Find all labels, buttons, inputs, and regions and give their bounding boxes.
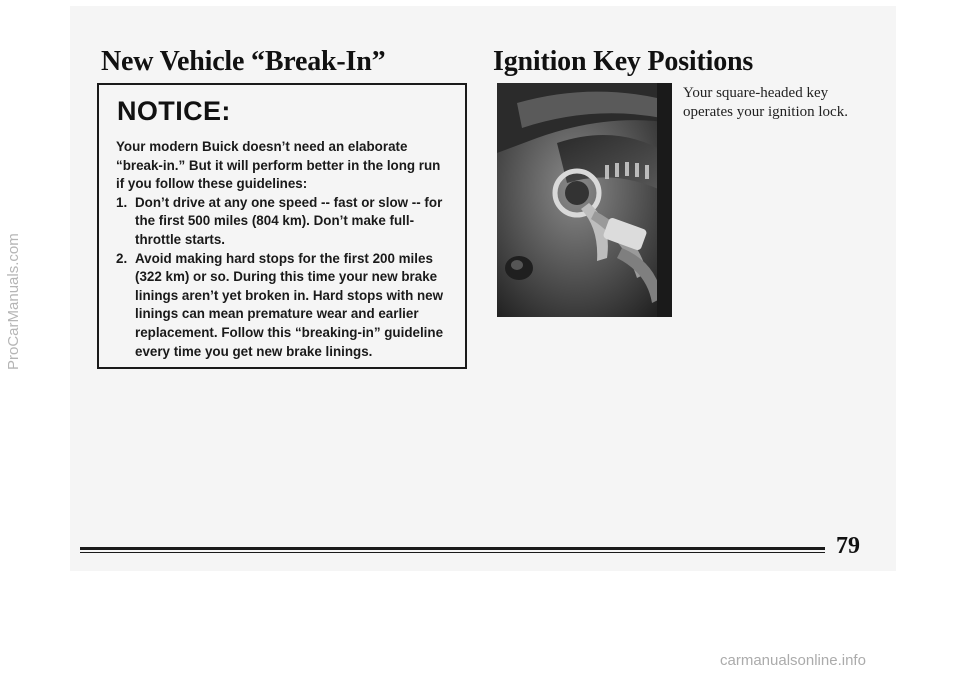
ignition-lock-photo: [497, 83, 672, 317]
guideline-number: 1.: [116, 194, 128, 210]
break-in-heading: New Vehicle “Break-In”: [101, 46, 386, 77]
notice-title: NOTICE:: [117, 96, 231, 126]
caption-line: Your square-headed key: [683, 85, 829, 101]
ignition-key-heading: Ignition Key Positions: [493, 46, 754, 77]
side-watermark: ProCarManuals.com: [5, 233, 22, 370]
guideline-text: Don’t drive at any one speed -- fast or slow -- for the first 500 miles (804 km). Don’t make full-throttle starts.: [135, 194, 443, 247]
ignition-caption: [683, 84, 883, 122]
guideline-item: [116, 250, 447, 362]
notice-intro: Your modern Buick doesn’t need an elaborate “break-in.” But it will perform better in the long run if you follow these guidelines:: [116, 139, 441, 192]
footer-rule: [80, 547, 825, 550]
guideline-number: 2.: [116, 250, 128, 266]
footer-rule-thin: [80, 552, 825, 553]
page-number: 79: [836, 533, 860, 559]
notice-body: [116, 138, 447, 361]
guideline-item: [116, 194, 447, 250]
bottom-watermark: carmanualsonline.info: [720, 652, 866, 669]
notice-box: [97, 83, 467, 369]
guideline-text: Avoid making hard stops for the first 200 miles (322 km) or so. During this time your new brake linings aren’t yet broken in. Hard stops with new linings can mean premature wear and earlier replacement. Follow this “breaking-in” guideline every time you get new brake linings.: [135, 250, 444, 359]
guideline-list: [116, 194, 447, 361]
caption-line: operates your ignition lock.: [683, 104, 848, 120]
